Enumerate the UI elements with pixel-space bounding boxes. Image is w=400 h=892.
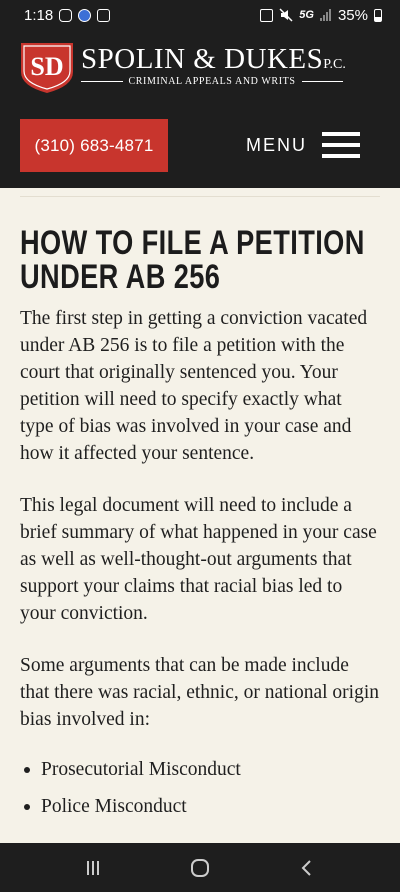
logo-initials: SD bbox=[30, 52, 64, 81]
paragraph: This legal document will need to include a brief summary of what happened in your case as well as well-thought-out arguments that support your claims that racial bias led to your conviction. bbox=[20, 495, 377, 624]
phone-call-button[interactable]: (310) 683-4871 bbox=[20, 119, 168, 172]
site-header bbox=[0, 30, 400, 188]
article-title: HOW TO FILE A PETITION UNDER AB 256 bbox=[20, 224, 365, 296]
paragraph: The first step in getting a conviction vacated under AB 256 is to file a petition with the court that originally sentenced you. Your petition will need to specify exactly what type of bias was involved in your case and how it affected your sentence. bbox=[20, 308, 368, 464]
back-button[interactable] bbox=[287, 848, 327, 888]
battery-icon bbox=[374, 9, 382, 22]
hamburger-icon bbox=[322, 132, 360, 158]
bias-list bbox=[20, 756, 380, 820]
logo-tagline bbox=[81, 76, 343, 87]
paragraph: Some arguments that can be made include that there was racial, ethnic, or national origin bias involved in: bbox=[20, 655, 379, 730]
list-item bbox=[20, 793, 380, 820]
bullet-icon bbox=[24, 767, 30, 773]
home-button[interactable] bbox=[180, 848, 220, 888]
battery-percent: 35% bbox=[337, 6, 368, 24]
logo-suffix: P.C. bbox=[323, 57, 346, 72]
list-item bbox=[20, 756, 380, 783]
list-item-text: Police Misconduct bbox=[41, 796, 187, 817]
bullet-icon bbox=[24, 804, 30, 810]
menu-button[interactable] bbox=[246, 132, 360, 158]
shield-app-icon bbox=[78, 9, 91, 22]
back-icon bbox=[299, 859, 315, 877]
logo-shield-icon bbox=[20, 42, 74, 94]
home-icon bbox=[190, 858, 210, 878]
article-content bbox=[20, 188, 380, 830]
nfc-icon bbox=[260, 9, 273, 22]
tagline-rule-left bbox=[81, 81, 123, 82]
instagram-icon bbox=[59, 9, 72, 22]
status-bar bbox=[0, 0, 400, 30]
mute-icon bbox=[279, 8, 293, 22]
gallery-icon bbox=[97, 9, 110, 22]
status-time: 1:18 bbox=[24, 6, 54, 24]
logo-wordmark bbox=[81, 45, 346, 74]
tagline-text: CRIMINAL APPEALS AND WRITS bbox=[128, 76, 296, 87]
recent-apps-icon bbox=[84, 859, 102, 877]
content-divider bbox=[20, 196, 380, 197]
recent-apps-button[interactable] bbox=[73, 848, 113, 888]
signal-icon bbox=[320, 9, 332, 21]
menu-label: MENU bbox=[246, 134, 307, 155]
tagline-rule-right bbox=[302, 81, 344, 82]
system-nav-bar bbox=[0, 843, 400, 892]
logo-name: SPOLIN & DUKES bbox=[81, 43, 324, 75]
list-item-text: Prosecutorial Misconduct bbox=[41, 759, 241, 780]
network-type: 5G bbox=[299, 9, 314, 21]
